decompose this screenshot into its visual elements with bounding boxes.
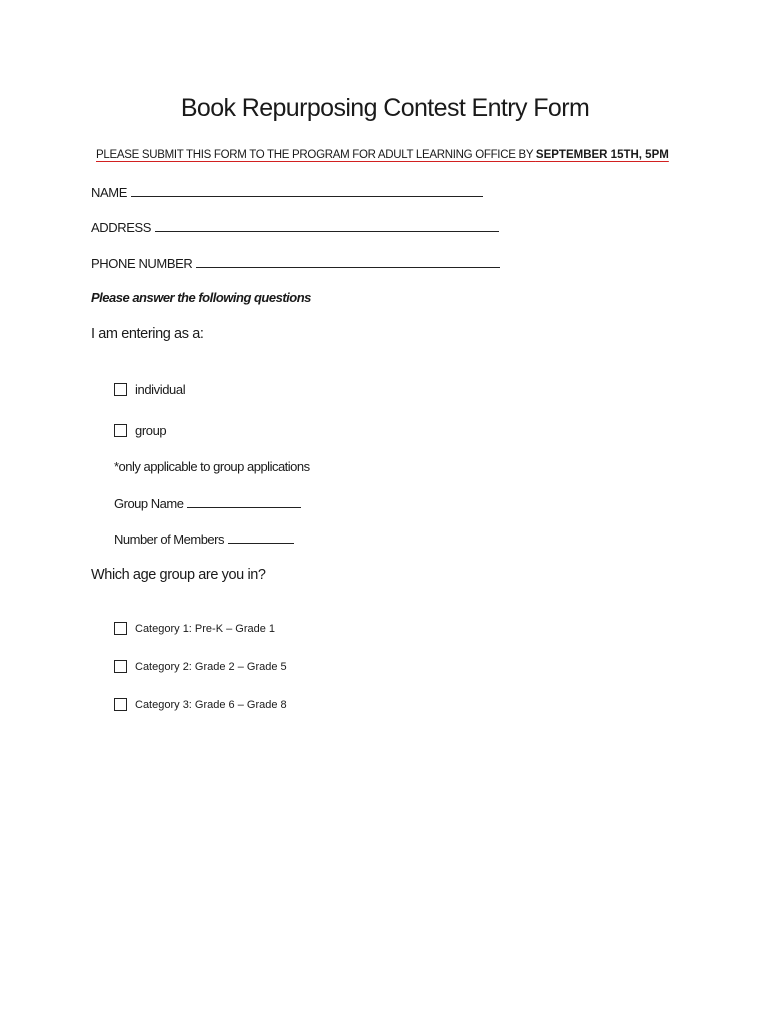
- submission-notice: [96, 149, 669, 161]
- address-input-line[interactable]: [155, 219, 499, 232]
- name-label: NAME: [91, 185, 127, 200]
- instructions: Please answer the following questions: [91, 290, 311, 305]
- option-label: group: [135, 423, 167, 438]
- group-name-field: [114, 495, 301, 511]
- members-field: [114, 531, 294, 547]
- option-individual[interactable]: [114, 382, 185, 397]
- phone-input-line[interactable]: [196, 255, 500, 268]
- option-category-1[interactable]: [114, 622, 275, 635]
- phone-label: PHONE NUMBER: [91, 256, 193, 271]
- notice-deadline: SEPTEMBER 15TH, 5PM: [535, 149, 669, 161]
- group-note: *only applicable to group applications: [114, 459, 310, 474]
- option-label: Category 3: Grade 6 – Grade 8: [135, 698, 287, 711]
- notice-text: PLEASE SUBMIT THIS FORM TO THE PROGRAM FOR ADULT LEARNING OFFICE BY: [96, 149, 536, 161]
- question-entry-type: I am entering as a:: [91, 326, 204, 342]
- question-age-group: Which age group are you in?: [91, 567, 266, 583]
- name-field: [91, 184, 483, 200]
- checkbox[interactable]: [114, 622, 127, 635]
- members-input-line[interactable]: [228, 531, 294, 544]
- option-label: Category 1: Pre-K – Grade 1: [135, 622, 276, 635]
- option-label: individual: [135, 382, 186, 397]
- phone-field: [91, 255, 500, 271]
- group-name-input-line[interactable]: [187, 495, 301, 508]
- checkbox[interactable]: [114, 660, 127, 673]
- name-input-line[interactable]: [131, 184, 483, 197]
- page-title: Book Repurposing Contest Entry Form: [180, 94, 590, 122]
- checkbox[interactable]: [114, 698, 127, 711]
- option-group[interactable]: [114, 423, 166, 438]
- address-label: ADDRESS: [91, 220, 152, 235]
- checkbox[interactable]: [114, 424, 127, 437]
- option-category-2[interactable]: [114, 660, 287, 673]
- address-field: [91, 219, 499, 235]
- group-name-label: Group Name: [114, 496, 184, 511]
- checkbox[interactable]: [114, 383, 127, 396]
- option-category-3[interactable]: [114, 698, 287, 711]
- option-label: Category 2: Grade 2 – Grade 5: [135, 660, 287, 673]
- members-label: Number of Members: [114, 532, 224, 547]
